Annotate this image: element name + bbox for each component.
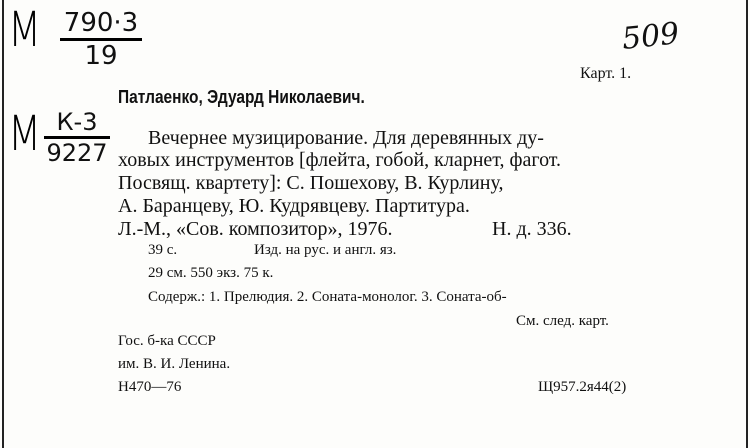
title-line-1: Вечернее музицирование. Для деревянных ду-	[148, 127, 544, 149]
card-label: Карт. 1.	[580, 65, 632, 82]
title-line-3: Посвящ. квартету]: С. Пошехову, В. Курлину,	[118, 172, 504, 194]
library-name-line-2: им. В. И. Ленина.	[118, 356, 231, 372]
fraction-top-denominator: 19	[84, 41, 118, 71]
see-next-card: См. след. карт.	[516, 313, 609, 329]
publication-info: Л.-М., «Сов. композитор», 1976.	[118, 218, 393, 240]
handwritten-letter-top: М	[8, 2, 40, 58]
classification-index: Щ957.2я44(2)	[538, 379, 627, 395]
page-count: 39 с.	[148, 242, 178, 258]
author-heading: Патлаенко, Эдуард Николаевич.	[118, 87, 365, 107]
fraction-top-numerator: 790·3	[63, 8, 139, 38]
handwritten-shelf-number: 509	[620, 16, 681, 57]
handwritten-fraction-mid	[44, 110, 110, 165]
publication-number: Н. д. 336.	[492, 218, 572, 240]
card-right-edge	[746, 0, 748, 448]
language-note: Изд. на рус. и англ. яз.	[254, 242, 397, 258]
card-number: Н470—76	[118, 379, 182, 395]
title-line-2: ховых инструментов [флейта, гобой, кларнет, фагот.	[118, 149, 562, 171]
handwritten-fraction-top	[60, 10, 142, 69]
library-name-line-1: Гос. б-ка СССР	[118, 333, 216, 349]
card-left-edge	[2, 0, 4, 448]
fraction-mid-numerator: К-3	[56, 108, 98, 136]
fraction-mid-denominator: 9227	[46, 139, 108, 167]
title-line-4: А. Баранцеву, Ю. Кудрявцеву. Партитура.	[118, 195, 470, 217]
handwritten-letter-mid: М	[8, 106, 40, 162]
contents-note: Содерж.: 1. Прелюдия. 2. Соната-монолог. 3. Соната-об-	[148, 289, 507, 305]
size-copies-price: 29 см. 550 экз. 75 к.	[148, 265, 274, 281]
